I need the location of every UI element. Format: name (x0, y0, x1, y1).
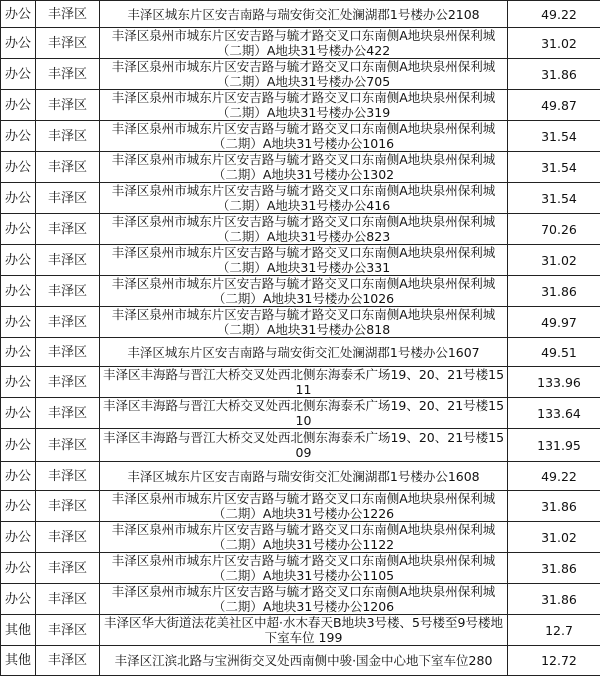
table-row (1, 553, 600, 584)
cell-area: 49.22 (508, 1, 600, 28)
cell-address: 丰泽区泉州市城东片区安吉路与毓才路交叉口东南侧A地块泉州保利城（二期）A地块31号楼办公823 (100, 214, 508, 245)
cell-area: 31.54 (508, 183, 600, 214)
cell-address: 丰泽区泉州市城东片区安吉路与毓才路交叉口东南侧A地块泉州保利城（二期）A地块31号楼办公818 (100, 307, 508, 338)
cell-area: 31.02 (508, 28, 600, 59)
cell-district: 丰泽区 (36, 152, 100, 183)
cell-district: 丰泽区 (36, 615, 100, 646)
table-row (1, 28, 600, 59)
cell-type: 办公 (1, 307, 36, 338)
cell-area: 31.86 (508, 59, 600, 90)
cell-type: 办公 (1, 1, 36, 28)
cell-type: 办公 (1, 553, 36, 584)
table-row (1, 276, 600, 307)
cell-address: 丰泽区泉州市城东片区安吉路与毓才路交叉口东南侧A地块泉州保利城（二期）A地块31号楼办公319 (100, 90, 508, 121)
cell-address: 丰泽区泉州市城东片区安吉路与毓才路交叉口东南侧A地块泉州保利城（二期）A地块31号楼办公331 (100, 245, 508, 276)
cell-type: 办公 (1, 522, 36, 553)
cell-address: 丰泽区泉州市城东片区安吉路与毓才路交叉口东南侧A地块泉州保利城（二期）A地块31号楼办公416 (100, 183, 508, 214)
cell-address: 丰泽区泉州市城东片区安吉路与毓才路交叉口东南侧A地块泉州保利城（二期）A地块31号楼办公1026 (100, 276, 508, 307)
table-row (1, 338, 600, 367)
cell-address: 丰泽区江滨北路与宝洲街交叉处西南侧中骏·国金中心地下室车位280 (100, 646, 508, 676)
table-row (1, 183, 600, 214)
cell-address: 丰泽区城东片区安吉南路与瑞安街交汇处澜湖郡1号楼办公1608 (100, 462, 508, 491)
table-row (1, 491, 600, 522)
table-row (1, 584, 600, 615)
table-row (1, 1, 600, 28)
cell-district: 丰泽区 (36, 338, 100, 367)
cell-district: 丰泽区 (36, 584, 100, 615)
table-row (1, 398, 600, 429)
cell-address: 丰泽区泉州市城东片区安吉路与毓才路交叉口东南侧A地块泉州保利城（二期）A地块31号楼办公1226 (100, 491, 508, 522)
cell-district: 丰泽区 (36, 491, 100, 522)
table-row (1, 367, 600, 398)
cell-district: 丰泽区 (36, 276, 100, 307)
cell-area: 31.86 (508, 276, 600, 307)
cell-type: 其他 (1, 615, 36, 646)
cell-area: 49.51 (508, 338, 600, 367)
cell-area: 133.64 (508, 398, 600, 429)
cell-area: 31.86 (508, 491, 600, 522)
cell-type: 办公 (1, 398, 36, 429)
cell-type: 办公 (1, 28, 36, 59)
cell-type: 办公 (1, 429, 36, 462)
cell-address: 丰泽区城东片区安吉南路与瑞安街交汇处澜湖郡1号楼办公1607 (100, 338, 508, 367)
cell-type: 办公 (1, 491, 36, 522)
cell-district: 丰泽区 (36, 59, 100, 90)
cell-type: 办公 (1, 245, 36, 276)
cell-district: 丰泽区 (36, 553, 100, 584)
property-table-body (1, 1, 600, 676)
cell-area: 31.54 (508, 152, 600, 183)
cell-district: 丰泽区 (36, 522, 100, 553)
cell-address: 丰泽区丰海路与晋江大桥交叉处西北侧东海泰禾广场19、20、21号楼1510 (100, 398, 508, 429)
cell-district: 丰泽区 (36, 1, 100, 28)
cell-address: 丰泽区泉州市城东片区安吉路与毓才路交叉口东南侧A地块泉州保利城（二期）A地块31号楼办公1105 (100, 553, 508, 584)
cell-address: 丰泽区华大街道法花美社区中超·水木春天B地块3号楼、5号楼至9号楼地下室车位 199 (100, 615, 508, 646)
table-row (1, 59, 600, 90)
cell-type: 办公 (1, 59, 36, 90)
cell-area: 12.7 (508, 615, 600, 646)
cell-district: 丰泽区 (36, 429, 100, 462)
table-row (1, 429, 600, 462)
cell-address: 丰泽区泉州市城东片区安吉路与毓才路交叉口东南侧A地块泉州保利城（二期）A地块31号楼办公1302 (100, 152, 508, 183)
table-row (1, 214, 600, 245)
table-row (1, 646, 600, 676)
cell-area: 31.54 (508, 121, 600, 152)
cell-area: 31.86 (508, 584, 600, 615)
cell-type: 办公 (1, 183, 36, 214)
cell-address: 丰泽区泉州市城东片区安吉路与毓才路交叉口东南侧A地块泉州保利城（二期）A地块31号楼办公1122 (100, 522, 508, 553)
cell-type: 其他 (1, 646, 36, 676)
cell-area: 49.87 (508, 90, 600, 121)
cell-area: 70.26 (508, 214, 600, 245)
cell-address: 丰泽区泉州市城东片区安吉路与毓才路交叉口东南侧A地块泉州保利城（二期）A地块31号楼办公422 (100, 28, 508, 59)
cell-area: 31.02 (508, 245, 600, 276)
table-row (1, 615, 600, 646)
cell-address: 丰泽区丰海路与晋江大桥交叉处西北侧东海泰禾广场19、20、21号楼1511 (100, 367, 508, 398)
cell-area: 31.86 (508, 553, 600, 584)
cell-district: 丰泽区 (36, 90, 100, 121)
cell-address: 丰泽区丰海路与晋江大桥交叉处西北侧东海泰禾广场19、20、21号楼1509 (100, 429, 508, 462)
cell-address: 丰泽区城东片区安吉南路与瑞安街交汇处澜湖郡1号楼办公2108 (100, 1, 508, 28)
table-row (1, 307, 600, 338)
cell-area: 131.95 (508, 429, 600, 462)
cell-area: 49.97 (508, 307, 600, 338)
cell-district: 丰泽区 (36, 245, 100, 276)
cell-type: 办公 (1, 214, 36, 245)
table-row (1, 245, 600, 276)
cell-type: 办公 (1, 584, 36, 615)
cell-address: 丰泽区泉州市城东片区安吉路与毓才路交叉口东南侧A地块泉州保利城（二期）A地块31号楼办公1206 (100, 584, 508, 615)
cell-type: 办公 (1, 338, 36, 367)
cell-district: 丰泽区 (36, 367, 100, 398)
table-row (1, 462, 600, 491)
cell-area: 49.22 (508, 462, 600, 491)
cell-area: 12.72 (508, 646, 600, 676)
cell-area: 133.96 (508, 367, 600, 398)
cell-district: 丰泽区 (36, 646, 100, 676)
cell-district: 丰泽区 (36, 307, 100, 338)
cell-address: 丰泽区泉州市城东片区安吉路与毓才路交叉口东南侧A地块泉州保利城（二期）A地块31号楼办公1016 (100, 121, 508, 152)
cell-district: 丰泽区 (36, 183, 100, 214)
cell-district: 丰泽区 (36, 28, 100, 59)
cell-district: 丰泽区 (36, 398, 100, 429)
table-row (1, 121, 600, 152)
cell-type: 办公 (1, 152, 36, 183)
cell-type: 办公 (1, 367, 36, 398)
table-row (1, 522, 600, 553)
cell-type: 办公 (1, 90, 36, 121)
cell-type: 办公 (1, 462, 36, 491)
cell-district: 丰泽区 (36, 462, 100, 491)
cell-address: 丰泽区泉州市城东片区安吉路与毓才路交叉口东南侧A地块泉州保利城（二期）A地块31号楼办公705 (100, 59, 508, 90)
table-row (1, 90, 600, 121)
table-row (1, 152, 600, 183)
cell-district: 丰泽区 (36, 121, 100, 152)
cell-district: 丰泽区 (36, 214, 100, 245)
cell-area: 31.02 (508, 522, 600, 553)
cell-type: 办公 (1, 121, 36, 152)
cell-type: 办公 (1, 276, 36, 307)
